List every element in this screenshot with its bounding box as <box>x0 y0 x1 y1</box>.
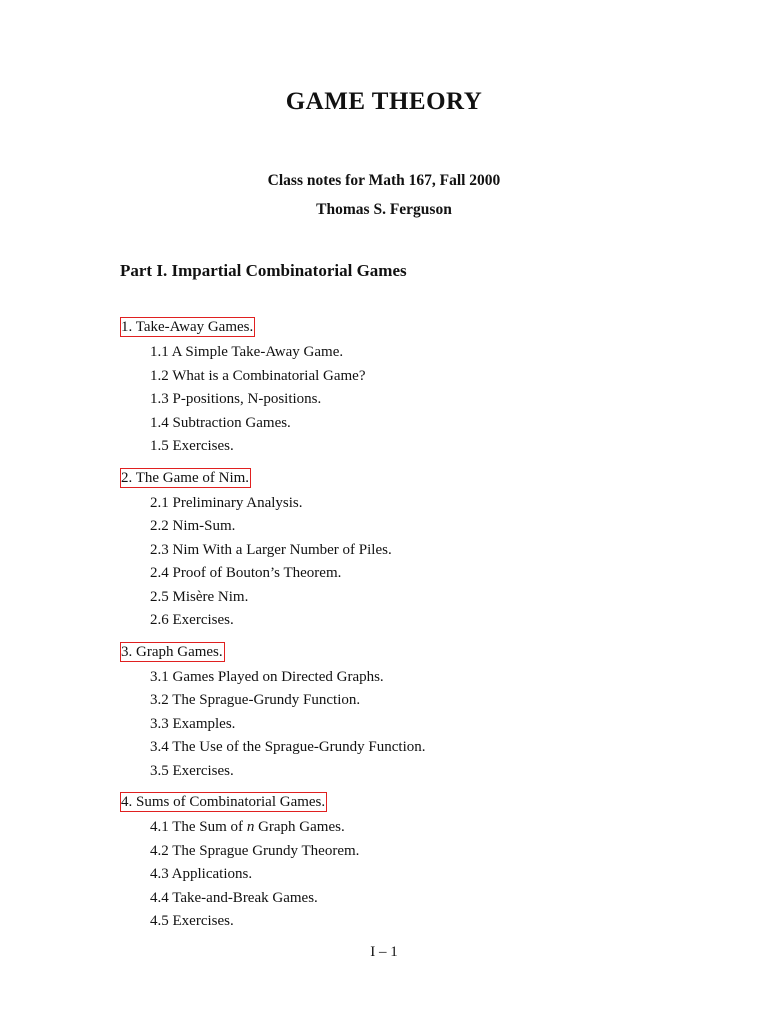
section-2-3: 2.3 Nim With a Larger Number of Piles. <box>150 541 392 558</box>
section-4-5: 4.5 Exercises. <box>150 913 234 929</box>
section-3-3: 3.3 Examples. <box>150 715 236 732</box>
section-2-2: 2.2 Nim-Sum. <box>150 518 236 534</box>
author-name: Thomas S. Ferguson <box>316 201 452 218</box>
section-3-5: 3.5 Exercises. <box>150 762 234 779</box>
section-3-4: 3.4 The Use of the Sprague-Grundy Function. <box>150 739 426 755</box>
chapter-4-link[interactable]: 4. Sums of Combinatorial Games. <box>121 794 326 810</box>
section-1-3: 1.3 P-positions, N-positions. <box>150 391 322 407</box>
toc-chapter-4 <box>120 791 680 934</box>
section-2-4: 2.4 Proof of Bouton’s Theorem. <box>150 565 342 581</box>
section-1-1: 1.1 A Simple Take-Away Game. <box>150 344 344 360</box>
toc-chapter-2 <box>120 467 680 633</box>
course-subtitle: Class notes for Math 167, Fall 2000 <box>267 172 501 189</box>
section-2-6: 2.6 Exercises. <box>150 612 234 628</box>
section-1-4: 1.4 Subtraction Games. <box>150 414 291 431</box>
section-3-2: 3.2 The Sprague-Grundy Function. <box>150 692 361 708</box>
section-4-1: 4.1 The Sum of n Graph Games. <box>150 819 345 835</box>
toc-chapter-3 <box>120 641 680 784</box>
toc-chapter-1 <box>120 316 680 459</box>
section-2-5: 2.5 Misère Nim. <box>150 588 249 605</box>
section-1-5: 1.5 Exercises. <box>150 438 234 454</box>
section-4-3: 4.3 Applications. <box>150 866 253 882</box>
section-4-2: 4.2 The Sprague Grundy Theorem. <box>150 842 360 859</box>
section-1-2: 1.2 What is a Combinatorial Game? <box>150 367 366 384</box>
section-3-1: 3.1 Games Played on Directed Graphs. <box>150 668 384 685</box>
document-title: GAME THEORY <box>285 88 483 115</box>
section-4-4: 4.4 Take-and-Break Games. <box>150 889 318 906</box>
chapter-1-link[interactable]: 1. Take-Away Games. <box>121 319 254 335</box>
chapter-3-link[interactable]: 3. Graph Games. <box>121 643 223 660</box>
section-2-1: 2.1 Preliminary Analysis. <box>150 494 303 511</box>
chapter-2-link[interactable]: 2. The Game of Nim. <box>121 469 250 486</box>
table-of-contents <box>120 316 680 942</box>
part-heading: Part I. Impartial Combinatorial Games <box>120 261 407 280</box>
page-number: I – 1 <box>370 944 398 960</box>
